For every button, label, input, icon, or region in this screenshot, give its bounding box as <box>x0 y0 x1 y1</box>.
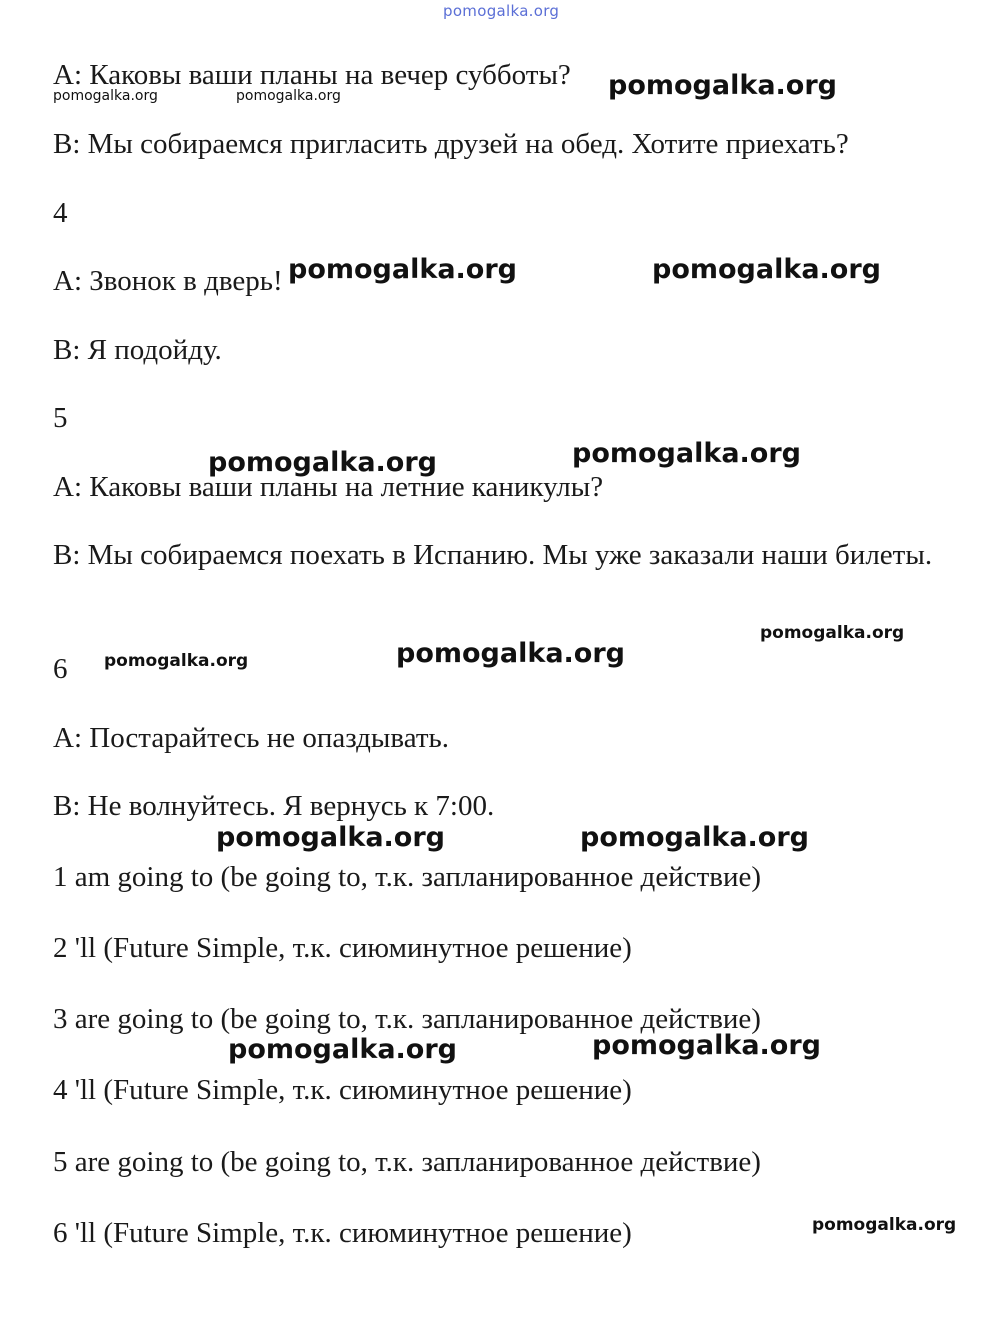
answer-4: 4 'll (Future Simple, т.к. сиюминутное решение) <box>53 1074 632 1106</box>
dialogue-4-line-b: B: Я подойду. <box>53 334 222 366</box>
watermark: pomogalka.org <box>216 822 445 853</box>
dialogue-3-line-b: B: Мы собираемся пригласить друзей на обед. Хотите приехать? <box>53 128 849 160</box>
dialogue-5-line-b: B: Мы собираемся поехать в Испанию. Мы уже заказали наши билеты. <box>53 539 933 571</box>
watermark: pomogalka.org <box>652 254 881 285</box>
watermark: pomogalka.org <box>236 88 341 104</box>
watermark: pomogalka.org <box>760 623 905 643</box>
watermark: pomogalka.org <box>288 254 517 285</box>
watermark: pomogalka.org <box>53 88 158 104</box>
answer-6: 6 'll (Future Simple, т.к. сиюминутное решение) <box>53 1217 632 1249</box>
dialogue-6-line-b: B: Не волнуйтесь. Я вернусь к 7:00. <box>53 790 495 822</box>
answer-1: 1 am going to (be going to, т.к. запланированное действие) <box>53 861 761 893</box>
watermark: pomogalka.org <box>572 438 801 469</box>
watermark: pomogalka.org <box>592 1030 821 1061</box>
dialogue-4-number: 4 <box>53 197 68 229</box>
answer-2: 2 'll (Future Simple, т.к. сиюминутное решение) <box>53 932 632 964</box>
dialogue-3-line-a: A: Каковы ваши планы на вечер субботы? <box>53 59 571 91</box>
watermark: pomogalka.org <box>608 70 837 101</box>
watermark-top: pomogalka.org <box>443 2 560 20</box>
watermark: pomogalka.org <box>396 638 625 669</box>
dialogue-6-line-a: A: Постарайтесь не опаздывать. <box>53 722 449 754</box>
watermark: pomogalka.org <box>228 1034 457 1065</box>
watermark: pomogalka.org <box>580 822 809 853</box>
answer-3: 3 are going to (be going to, т.к. запланированное действие) <box>53 1003 761 1035</box>
dialogue-4-line-a: A: Звонок в дверь! <box>53 265 283 297</box>
dialogue-6-number: 6 <box>53 653 68 685</box>
answer-5: 5 are going to (be going to, т.к. запланированное действие) <box>53 1146 761 1178</box>
watermark: pomogalka.org <box>812 1215 957 1235</box>
dialogue-5-line-a: A: Каковы ваши планы на летние каникулы? <box>53 471 604 503</box>
watermark: pomogalka.org <box>104 651 249 671</box>
dialogue-5-number: 5 <box>53 402 68 434</box>
watermark: pomogalka.org <box>208 447 437 478</box>
